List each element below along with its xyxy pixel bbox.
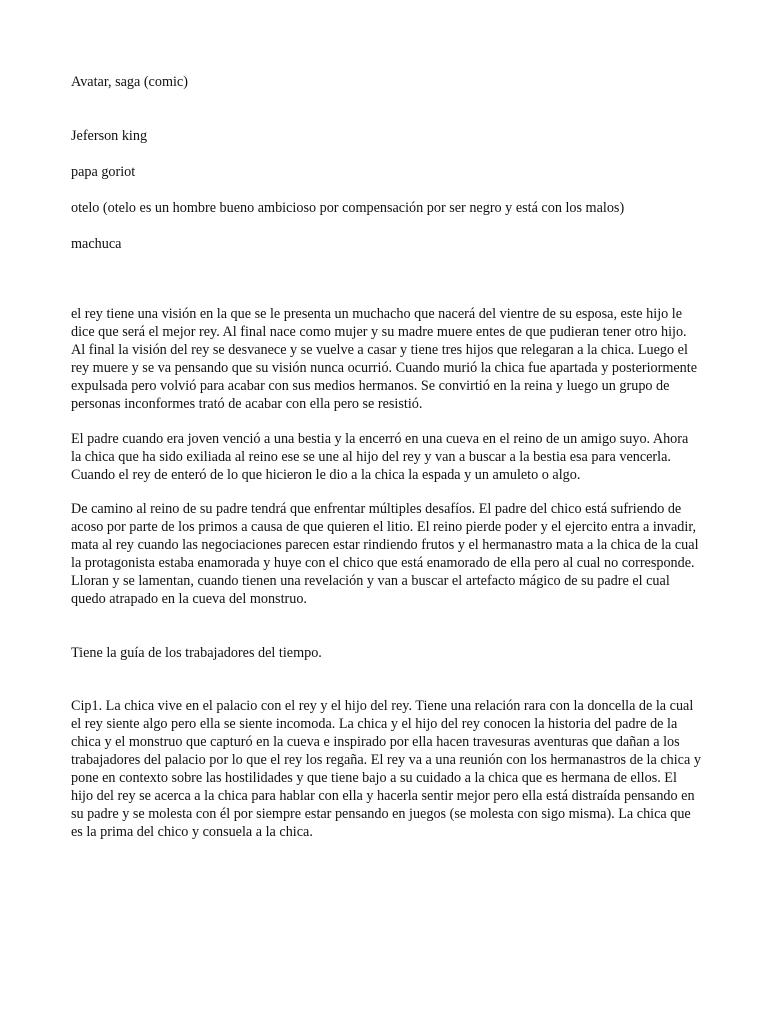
body-paragraph: El padre cuando era joven venció a una bestia y la encerró en una cueva en el reino de un amigo suyo. Ahora la chica que ha sido exiliada al reino ese se une al hijo del rey y van a buscar a la bestia esa para vencerla. Cuando el rey de enteró de lo que hicieron le dio a la chica la espada y un amuleto o algo. bbox=[71, 431, 689, 483]
body-paragraph: Cip1. La chica vive en el palacio con el rey y el hijo del rey. Tiene una relación rara con la doncella de la cual el rey siente algo pero ella se siente incomoda. La chica y el hijo del rey conocen la historia del padre de la chica y el monstruo que capturó en la cueva e inspirado por ella hacen travesuras aventuras que dañan a los trabajadores del palacio por lo que el rey los regaña. El rey va a una reunión con los hermanastros de la chica y pone en contexto sobre las hostilidades y que tiene bajo a su cuidado a la chica que es hermana de ellos. El hijo del rey se acerca a la chica para hablar con ella y hacerla sentir mejor pero ella está distraída pensando en su padre y se molesta con él por siempre estar pensando en juegos (se molesta con sigo misma). La chica que es la prima del chico y consuela a la chica. bbox=[71, 698, 701, 840]
reference-line: machuca bbox=[71, 236, 122, 252]
document-title-line: Avatar, saga (comic) bbox=[71, 74, 188, 90]
reference-line: Jeferson king bbox=[71, 128, 148, 144]
body-paragraph: Tiene la guía de los trabajadores del tiempo. bbox=[71, 645, 322, 661]
body-paragraph: De camino al reino de su padre tendrá que enfrentar múltiples desafíos. El padre del chico está sufriendo de acoso por parte de los primos a causa de que quieren el litio. El reino pierde poder y el ejercito entra a invadir, mata al rey cuando las negociaciones parecen estar rindiendo frutos y el hermanastro mata a la chica de la cual la protagonista estaba enamorada y huye con el chico que está enamorado de ella pero al cual no corresponde. Lloran y se lamentan, cuando tienen una revelación y van a buscar el artefacto mágico de su padre el cual quedo atrapado en la cueva del monstruo. bbox=[71, 501, 699, 607]
reference-line: otelo (otelo es un hombre bueno ambicioso por compensación por ser negro y está con los malos) bbox=[71, 200, 625, 216]
body-paragraph: el rey tiene una visión en la que se le presenta un muchacho que nacerá del vientre de su esposa, este hijo le dice que será el mejor rey. Al final nace como mujer y su madre muere entes de que pudieran tener otro hijo. Al final la visión del rey se desvanece y se vuelve a casar y tiene tres hijos que relegaran a la chica. Luego el rey muere y se va pensando que su visión nunca ocurrió. Cuando murió la chica fue apartada y posteriormente expulsada pero volvió para acabar con sus medios hermanos. Se convirtió en la reina y luego un grupo de personas inconformes trató de acabar con ella pero se resistió. bbox=[71, 306, 698, 412]
reference-line: papa goriot bbox=[71, 164, 136, 180]
